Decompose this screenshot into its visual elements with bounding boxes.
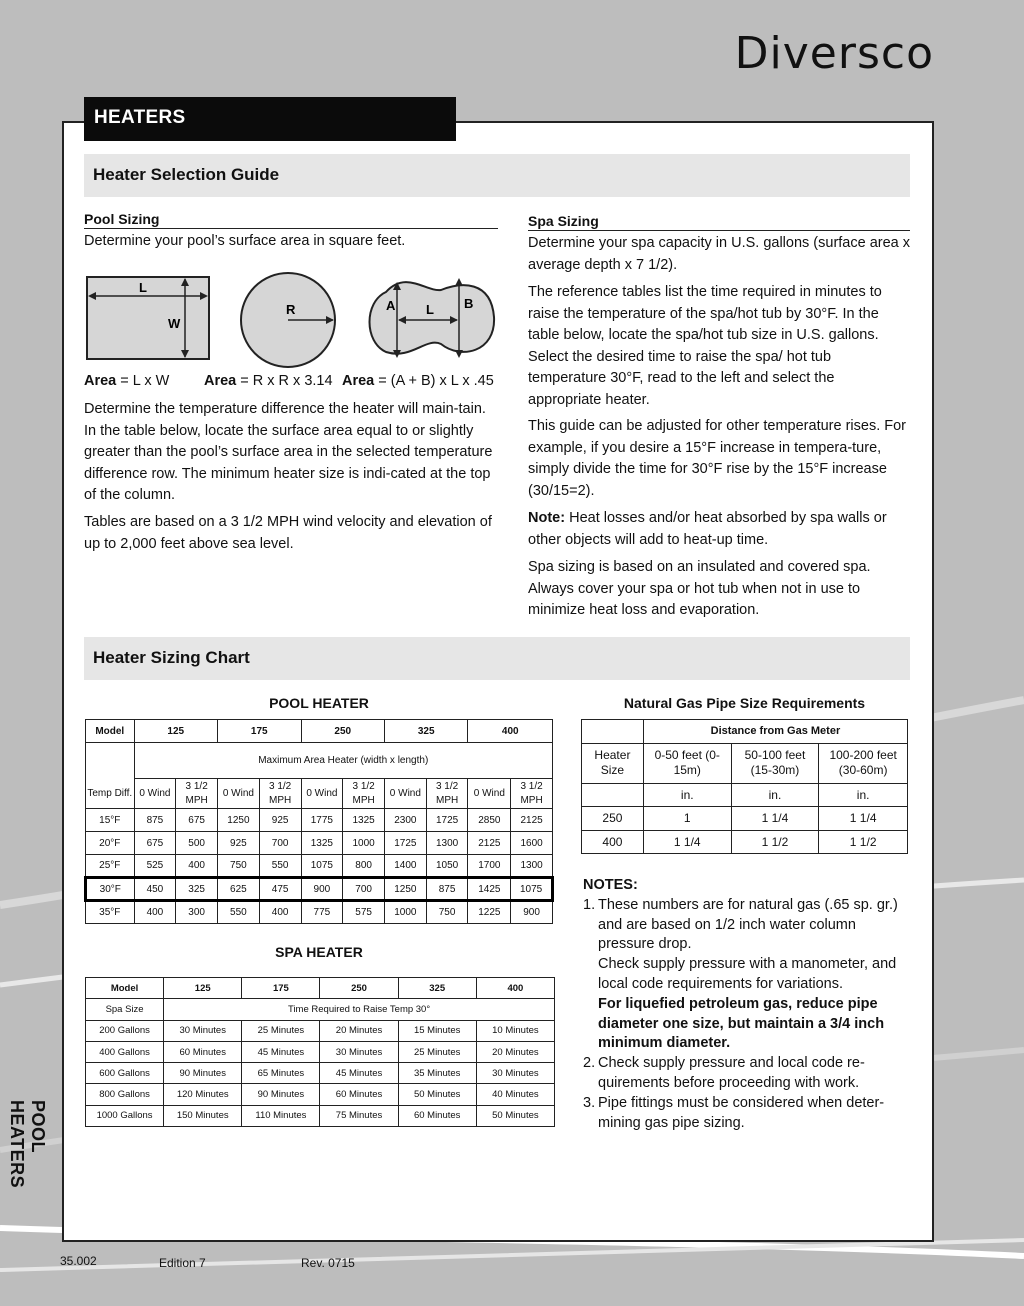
time-cell: 15 Minutes bbox=[398, 1020, 476, 1041]
area-cell: 1325 bbox=[343, 809, 385, 832]
area-cell: 325 bbox=[176, 878, 218, 901]
area-cell: 750 bbox=[218, 855, 260, 878]
gas-table-distance-row bbox=[582, 720, 908, 744]
spa-size-cell: 200 Gallons bbox=[86, 1020, 164, 1041]
model-125: 125 bbox=[134, 720, 217, 743]
time-cell: 45 Minutes bbox=[242, 1041, 320, 1062]
spa-model-175: 175 bbox=[242, 978, 320, 999]
wind-label: 3 1/2 MPH bbox=[511, 779, 553, 809]
gas-pipe-table bbox=[581, 719, 908, 854]
spa-size-cell: 800 Gallons bbox=[86, 1084, 164, 1105]
note-1-text-c: For liquefied petroleum gas, reduce pipe diameter one size, but maintain a 3/4 inch minimum diameter. bbox=[598, 995, 885, 1052]
spa-size-header: Spa Size bbox=[86, 999, 164, 1020]
temp-diff-cell: 20°F bbox=[86, 832, 135, 855]
wind-label: 3 1/2 MPH bbox=[426, 779, 468, 809]
area-cell: 875 bbox=[426, 878, 468, 901]
pipe-size-cell: 1 1/4 bbox=[643, 830, 731, 854]
area-cell: 1700 bbox=[468, 855, 511, 878]
area-cell: 925 bbox=[259, 809, 301, 832]
gas-table-body bbox=[582, 807, 908, 854]
area-cell: 1075 bbox=[511, 878, 553, 901]
area-cell: 1325 bbox=[301, 832, 343, 855]
spa-heater-table bbox=[85, 977, 555, 1127]
time-cell: 60 Minutes bbox=[398, 1105, 476, 1126]
range-50-100: 50-100 feet (15-30m) bbox=[731, 743, 819, 783]
wind-label: 0 Wind bbox=[301, 779, 343, 809]
time-cell: 50 Minutes bbox=[476, 1105, 554, 1126]
time-cell: 45 Minutes bbox=[320, 1063, 398, 1084]
temp-diff-cell: 25°F bbox=[86, 855, 135, 878]
pool-sizing-heading: Pool Sizing bbox=[84, 211, 498, 229]
model-400: 400 bbox=[468, 720, 553, 743]
pool-table-area-row bbox=[86, 743, 553, 779]
area-cell: 1250 bbox=[218, 809, 260, 832]
area-cell: 1600 bbox=[511, 832, 553, 855]
note-1: 1. These numbers are for natural gas (.65 sp. gr.) and are based on 1/2 inch water column pressure drop. Check supply pressure with a manometer, and local code requirements for variations. For liquefied petroleum gas, reduce pipe diameter one size, but maintain a 3/4 inch minimum diameter. bbox=[583, 896, 913, 1054]
time-cell: 120 Minutes bbox=[164, 1084, 242, 1105]
table-row bbox=[86, 1084, 555, 1105]
area-cell: 2125 bbox=[468, 832, 511, 855]
area-cell: 300 bbox=[176, 901, 218, 924]
area-cell: 1300 bbox=[426, 832, 468, 855]
wind-label: 3 1/2 MPH bbox=[259, 779, 301, 809]
notes-block bbox=[583, 876, 913, 1133]
area-cell: 900 bbox=[301, 878, 343, 901]
rectangle-pool-diagram bbox=[84, 274, 214, 364]
spa-time-header: Time Required to Raise Temp 30° bbox=[164, 999, 555, 1020]
side-section-label: POOL HEATERS bbox=[7, 1100, 48, 1189]
spa-sizing-paragraph-3: This guide can be adjusted for other temperature rises. For example, if you desire a 15°F increase in tempera-ture, simply divide the time for 30°F rise by the 15°F increase (30/15=2). bbox=[528, 418, 906, 499]
spa-sizing-paragraph-2: The reference tables list the time required in minutes to raise the temperature of the spa/hot tub by 30°F. In the table below, locate the spa/hot tub size in U.S. gallons. Select the desired time to raise the spa/ hot tub temperature 30°F, read to the left and select the appropriate heater. bbox=[528, 284, 882, 408]
area-cell: 750 bbox=[426, 901, 468, 924]
pool-table-body bbox=[86, 809, 553, 924]
time-cell: 90 Minutes bbox=[242, 1084, 320, 1105]
table-row bbox=[86, 901, 553, 924]
area-cell: 1300 bbox=[511, 855, 553, 878]
area-cell: 1250 bbox=[384, 878, 426, 901]
table-row bbox=[86, 1041, 555, 1062]
area-cell: 1225 bbox=[468, 901, 511, 924]
area-cell: 500 bbox=[176, 832, 218, 855]
gas-pipe-table-title: Natural Gas Pipe Size Requirements bbox=[623, 695, 866, 711]
spa-heater-table-title: SPA HEATER bbox=[275, 944, 363, 960]
area-cell: 700 bbox=[343, 878, 385, 901]
distance-header: Distance from Gas Meter bbox=[643, 720, 907, 744]
area-cell: 575 bbox=[343, 901, 385, 924]
wind-label: 0 Wind bbox=[384, 779, 426, 809]
area-cell: 1775 bbox=[301, 809, 343, 832]
area-cell: 625 bbox=[218, 878, 260, 901]
spa-size-cell: 1000 Gallons bbox=[86, 1105, 164, 1126]
spa-model-325: 325 bbox=[398, 978, 476, 999]
pool-sizing-intro: Determine your pool’s surface area in square feet. bbox=[84, 233, 406, 249]
footer-page-number: 35.002 bbox=[60, 1254, 97, 1268]
diagram-label-l: L bbox=[139, 280, 147, 295]
area-cell: 525 bbox=[134, 855, 176, 878]
time-cell: 90 Minutes bbox=[164, 1063, 242, 1084]
table-row bbox=[86, 809, 553, 832]
area-formula-rect: Area = L x W bbox=[84, 373, 170, 389]
pipe-size-cell: 1 1/2 bbox=[731, 830, 819, 854]
pipe-size-cell: 1 bbox=[643, 807, 731, 831]
pool-heater-table bbox=[84, 719, 554, 924]
unit-label: in. bbox=[731, 783, 819, 807]
gas-table-unit-row bbox=[582, 783, 908, 807]
pool-sizing-paragraph-2: Tables are based on a 3 1/2 MPH wind velocity and elevation of up to 2,000 feet above sea level. bbox=[84, 514, 492, 552]
spa-model-400: 400 bbox=[476, 978, 554, 999]
area-formula-circle: Area = R x R x 3.14 bbox=[204, 373, 333, 389]
wind-label: 3 1/2 MPH bbox=[176, 779, 218, 809]
heater-size-header: Heater Size bbox=[582, 743, 644, 783]
model-175: 175 bbox=[218, 720, 301, 743]
diagram-label-r: R bbox=[286, 302, 296, 317]
area-cell: 800 bbox=[343, 855, 385, 878]
spa-table-label-row bbox=[86, 999, 555, 1020]
spa-model-125: 125 bbox=[164, 978, 242, 999]
model-header: Model bbox=[86, 720, 135, 743]
spa-size-cell: 600 Gallons bbox=[86, 1063, 164, 1084]
area-cell: 450 bbox=[134, 878, 176, 901]
time-cell: 30 Minutes bbox=[476, 1063, 554, 1084]
section-tab: HEATERS bbox=[84, 97, 456, 141]
area-cell: 1075 bbox=[301, 855, 343, 878]
diagram-label-w: W bbox=[168, 316, 181, 331]
area-cell: 700 bbox=[259, 832, 301, 855]
diagram-label-b: B bbox=[464, 296, 474, 311]
notes-title: NOTES: bbox=[583, 877, 638, 893]
note-3-text: Pipe fittings must be considered when deter-mining gas pipe sizing. bbox=[598, 1094, 885, 1131]
table-row bbox=[86, 855, 553, 878]
area-cell: 900 bbox=[511, 901, 553, 924]
area-cell: 550 bbox=[259, 855, 301, 878]
table-row bbox=[86, 878, 553, 901]
time-cell: 20 Minutes bbox=[320, 1020, 398, 1041]
range-100-200: 100-200 feet (30-60m) bbox=[819, 743, 908, 783]
pipe-size-cell: 1 1/2 bbox=[819, 830, 908, 854]
wind-label: 0 Wind bbox=[134, 779, 176, 809]
area-cell: 1400 bbox=[384, 855, 426, 878]
time-cell: 60 Minutes bbox=[320, 1084, 398, 1105]
time-cell: 30 Minutes bbox=[164, 1020, 242, 1041]
time-cell: 30 Minutes bbox=[320, 1041, 398, 1062]
time-cell: 25 Minutes bbox=[242, 1020, 320, 1041]
circle-pool-diagram bbox=[238, 270, 338, 370]
temp-diff-header: Temp Diff. bbox=[86, 743, 135, 809]
diagram-label-a: A bbox=[386, 298, 396, 313]
area-cell: 2300 bbox=[384, 809, 426, 832]
area-cell: 2125 bbox=[511, 809, 553, 832]
time-cell: 110 Minutes bbox=[242, 1105, 320, 1126]
note-2: 2. Check supply pressure and local code re-quirements before proceeding with work. bbox=[583, 1054, 913, 1094]
area-cell: 400 bbox=[259, 901, 301, 924]
spa-model-250: 250 bbox=[320, 978, 398, 999]
area-cell: 1725 bbox=[426, 809, 468, 832]
table-row bbox=[86, 1020, 555, 1041]
area-formula-kidney: Area = (A + B) x L x .45 bbox=[342, 373, 494, 389]
temp-diff-cell: 15°F bbox=[86, 809, 135, 832]
spa-sizing-paragraph-1: Determine your spa capacity in U.S. gallons (surface area x average depth x 7 1/2). bbox=[528, 235, 911, 273]
time-cell: 50 Minutes bbox=[398, 1084, 476, 1105]
area-cell: 1050 bbox=[426, 855, 468, 878]
area-cell: 775 bbox=[301, 901, 343, 924]
unit-label: in. bbox=[643, 783, 731, 807]
note-3: 3. Pipe fittings must be considered when deter-mining gas pipe sizing. bbox=[583, 1094, 913, 1134]
time-cell: 150 Minutes bbox=[164, 1105, 242, 1126]
spa-table-body bbox=[86, 1020, 555, 1126]
spa-size-cell: 400 Gallons bbox=[86, 1041, 164, 1062]
note-2-text: Check supply pressure and local code re-quirements before proceeding with work. bbox=[598, 1055, 865, 1091]
area-cell: 475 bbox=[259, 878, 301, 901]
spa-model-header: Model bbox=[86, 978, 164, 999]
time-cell: 40 Minutes bbox=[476, 1084, 554, 1105]
pipe-size-cell: 1 1/4 bbox=[819, 807, 908, 831]
area-cell: 1425 bbox=[468, 878, 511, 901]
area-cell: 675 bbox=[176, 809, 218, 832]
brand-logo: Diversco bbox=[734, 28, 934, 79]
area-cell: 550 bbox=[218, 901, 260, 924]
area-cell: 400 bbox=[134, 901, 176, 924]
time-cell: 25 Minutes bbox=[398, 1041, 476, 1062]
table-row bbox=[86, 1105, 555, 1126]
area-cell: 400 bbox=[176, 855, 218, 878]
range-0-50: 0-50 feet (0-15m) bbox=[643, 743, 731, 783]
pool-heater-table-title: POOL HEATER bbox=[269, 695, 369, 711]
heater-size-cell: 400 bbox=[582, 830, 644, 854]
area-cell: 675 bbox=[134, 832, 176, 855]
max-area-header: Maximum Area Heater (width x length) bbox=[134, 743, 552, 779]
table-row bbox=[86, 1063, 555, 1084]
spa-sizing-paragraph-4: Spa sizing is based on an insulated and covered spa. Always cover your spa or hot tub when not in use to minimize heat loss and evaporation. bbox=[528, 559, 871, 618]
time-cell: 35 Minutes bbox=[398, 1063, 476, 1084]
pool-table-model-row bbox=[86, 720, 553, 743]
temp-diff-cell: 30°F bbox=[86, 878, 135, 901]
model-325: 325 bbox=[384, 720, 467, 743]
temp-diff-cell: 35°F bbox=[86, 901, 135, 924]
gas-table-range-row bbox=[582, 743, 908, 783]
table-row bbox=[582, 830, 908, 854]
wind-label: 0 Wind bbox=[468, 779, 511, 809]
footer-edition: Edition 7 bbox=[159, 1256, 206, 1270]
time-cell: 65 Minutes bbox=[242, 1063, 320, 1084]
note-1-text-b: Check supply pressure with a manometer, and local code requirements for variations. bbox=[598, 956, 897, 992]
note-1-text-a: These numbers are for natural gas (.65 sp. gr.) and are based on 1/2 inch water column pressure drop. bbox=[598, 896, 898, 953]
area-cell: 1725 bbox=[384, 832, 426, 855]
spa-sizing-heading: Spa Sizing bbox=[528, 213, 910, 231]
sizing-chart-title: Heater Sizing Chart bbox=[84, 637, 910, 680]
wind-label: 3 1/2 MPH bbox=[343, 779, 385, 809]
unit-label: in. bbox=[819, 783, 908, 807]
diagram-label-l2: L bbox=[426, 302, 434, 317]
time-cell: 75 Minutes bbox=[320, 1105, 398, 1126]
model-250: 250 bbox=[301, 720, 384, 743]
time-cell: 60 Minutes bbox=[164, 1041, 242, 1062]
area-cell: 875 bbox=[134, 809, 176, 832]
table-row bbox=[86, 832, 553, 855]
kidney-pool-diagram bbox=[366, 272, 498, 364]
spa-sizing-note: Note: Heat losses and/or heat absorbed by spa walls or other objects will add to heat-up time. bbox=[528, 510, 887, 548]
area-cell: 2850 bbox=[468, 809, 511, 832]
time-cell: 20 Minutes bbox=[476, 1041, 554, 1062]
pool-sizing-paragraph-1: Determine the temperature difference the heater will main-tain. In the table below, locate the surface area equal to or slightly greater than the pool’s surface area in the selected temperature difference row. The minimum heater size is indi-cated at the top of the column. bbox=[84, 401, 493, 503]
spa-table-model-row bbox=[86, 978, 555, 999]
heater-size-cell: 250 bbox=[582, 807, 644, 831]
pool-table-wind-row bbox=[86, 779, 553, 809]
pipe-size-cell: 1 1/4 bbox=[731, 807, 819, 831]
footer-revision: Rev. 0715 bbox=[301, 1256, 355, 1270]
area-cell: 925 bbox=[218, 832, 260, 855]
time-cell: 10 Minutes bbox=[476, 1020, 554, 1041]
area-cell: 1000 bbox=[384, 901, 426, 924]
wind-label: 0 Wind bbox=[218, 779, 260, 809]
area-cell: 1000 bbox=[343, 832, 385, 855]
table-row bbox=[582, 807, 908, 831]
selection-guide-title: Heater Selection Guide bbox=[84, 154, 910, 197]
